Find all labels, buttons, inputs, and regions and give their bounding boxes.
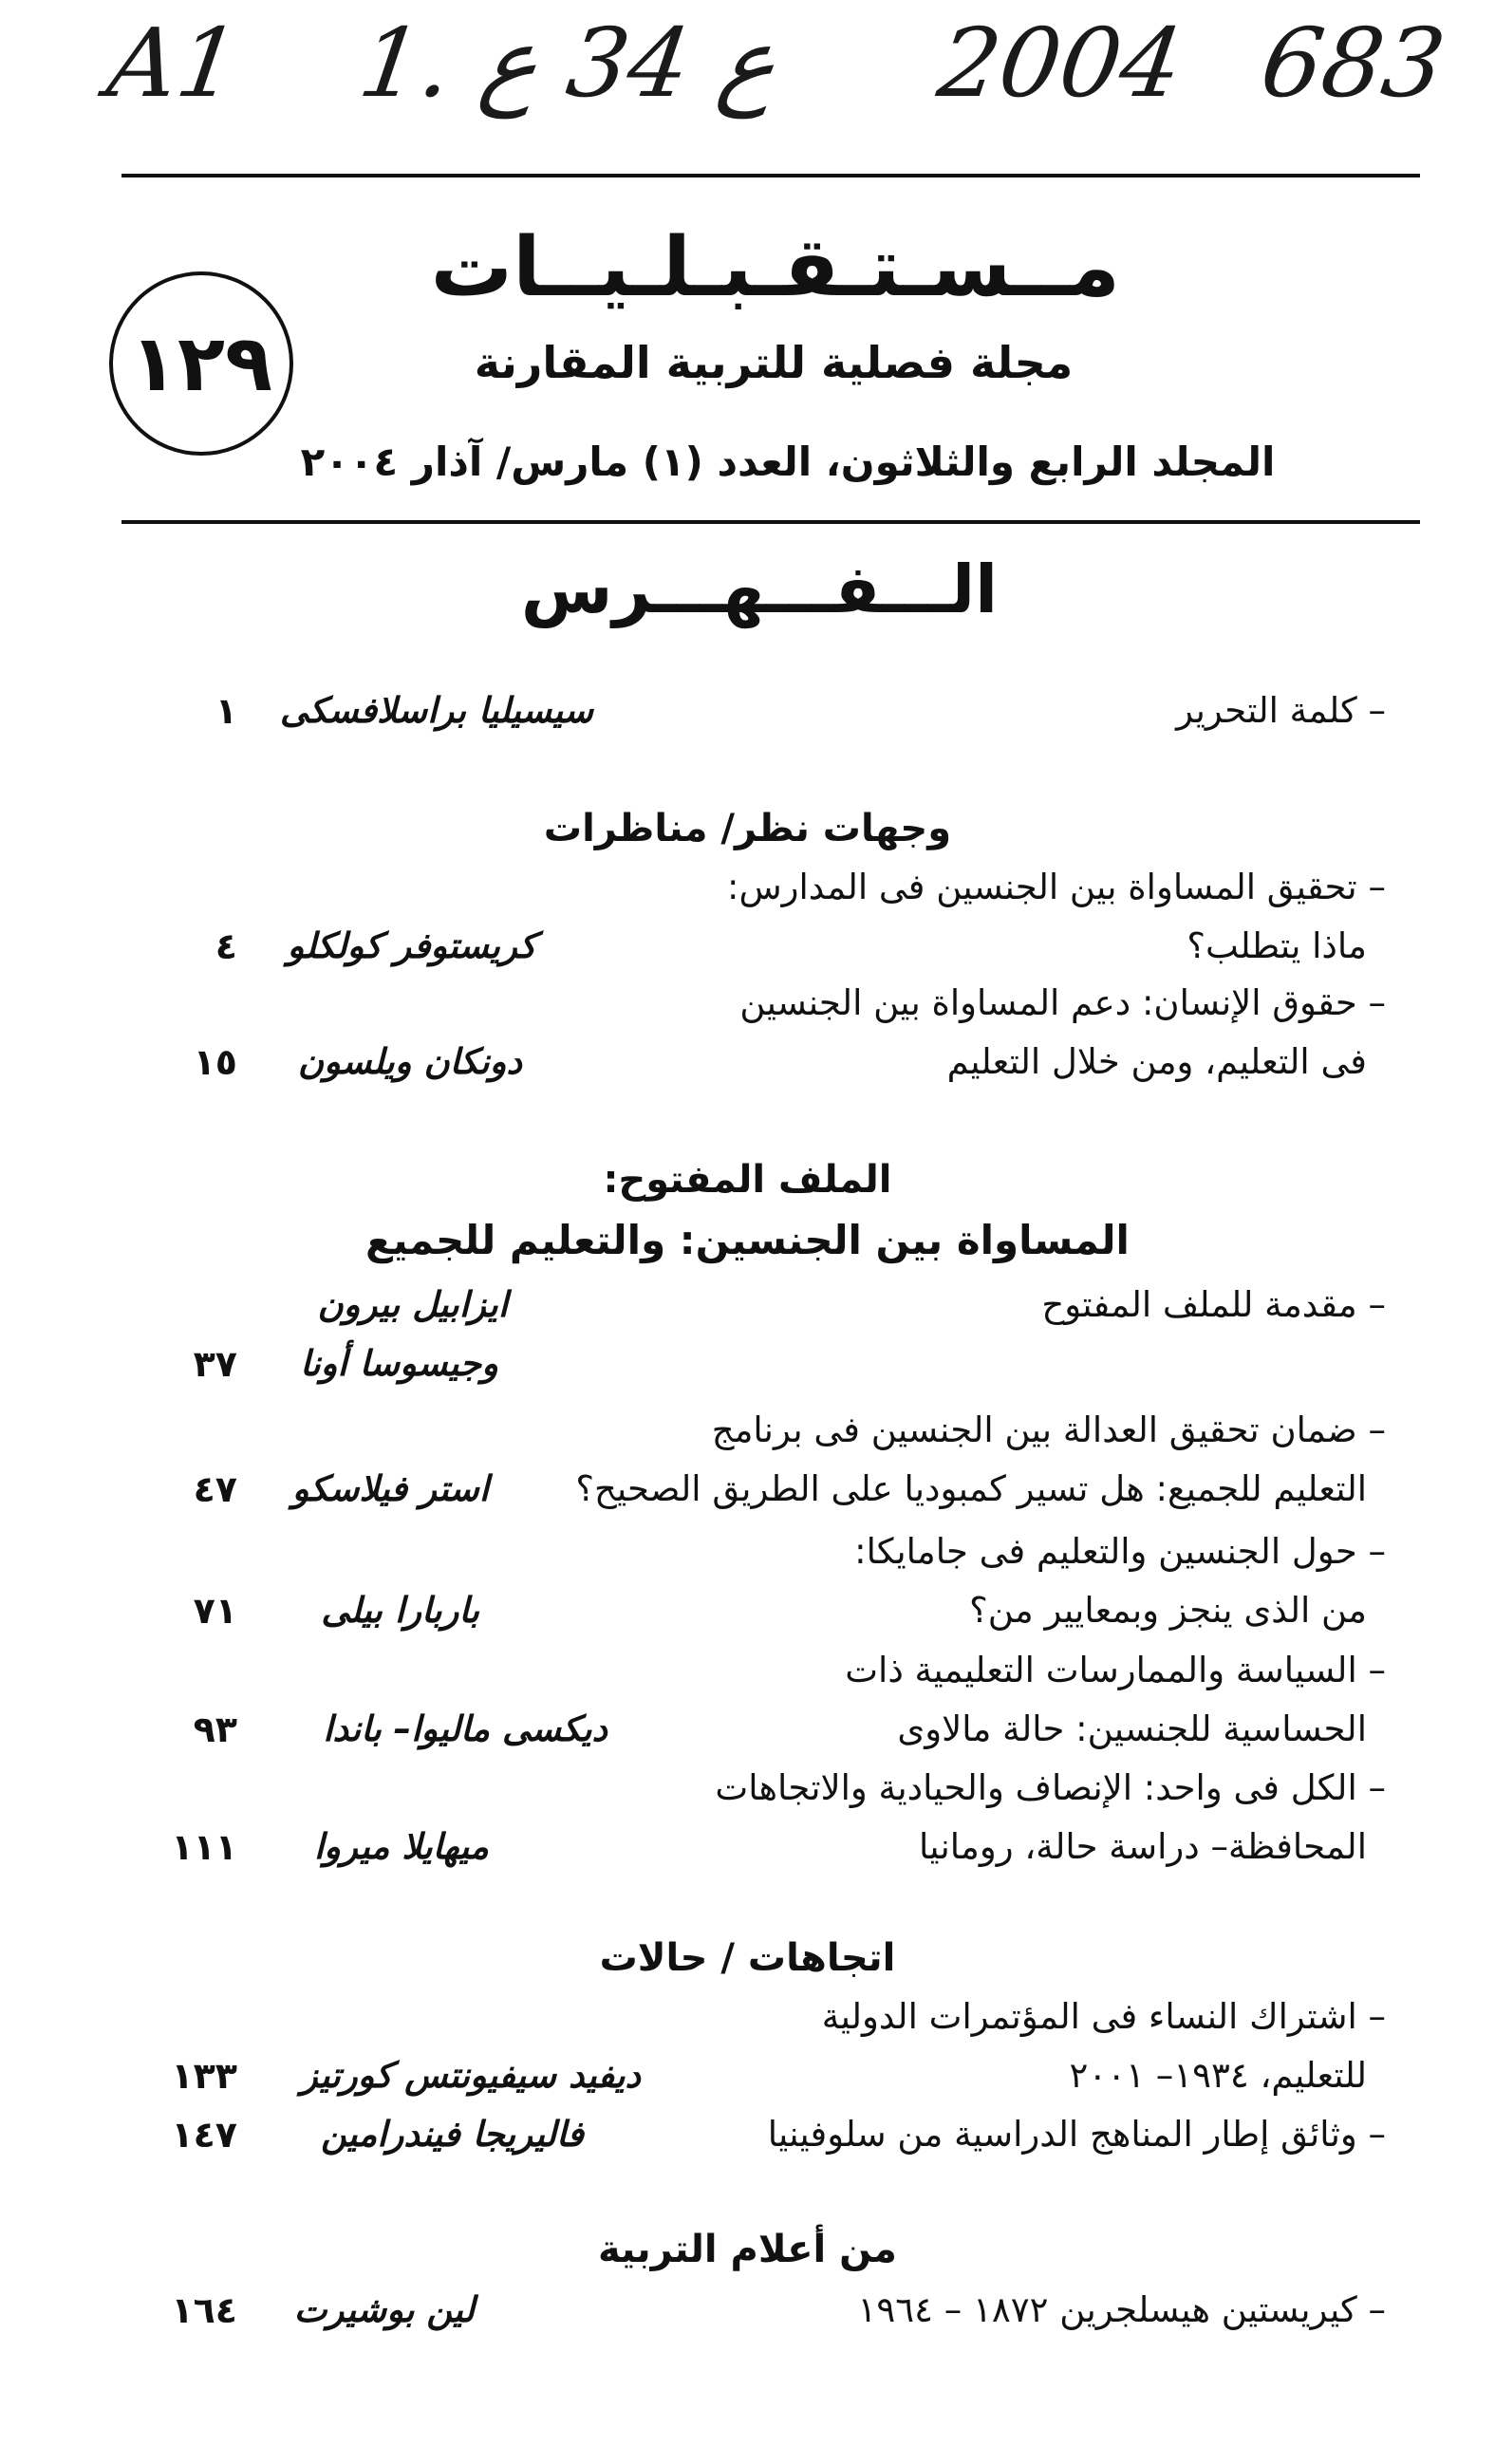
- toc-author: ايزابيل بيرون: [317, 1284, 508, 1325]
- top-rule: [121, 174, 1420, 177]
- section-heading-open-file: الملف المفتوح:: [603, 1158, 892, 1202]
- journal-subtitle: مجلة فصلية للتربية المقارنة: [474, 337, 1074, 388]
- toc-author: باربارا بيلى: [321, 1590, 479, 1631]
- handwritten-volume-code: 1. ع 34 ع: [352, 8, 784, 119]
- toc-line: – اشتراك النساء فى المؤتمرات الدولية: [821, 1996, 1386, 2037]
- volume-line: المجلد الرابع والثلاثون، العدد (١) مارس/ آذار ٢٠٠٤: [300, 439, 1276, 485]
- toc-author: استر فيلاسكو: [291, 1468, 489, 1509]
- handwritten-year: 2004: [931, 8, 1189, 119]
- index-title: الـــفـــهـــرس: [520, 551, 999, 628]
- handwritten-a1: A1: [101, 8, 247, 119]
- toc-page: ٧١: [193, 1590, 237, 1632]
- toc-line: من الذى ينجز وبمعايير من؟: [969, 1590, 1367, 1631]
- toc-author: سيسيليا براسلافسكى: [280, 690, 593, 731]
- toc-author: كريستوفر كولكلو: [287, 925, 536, 966]
- toc-author: لين بوشيرت: [293, 2289, 475, 2330]
- toc-line: – حول الجنسين والتعليم فى جامايكا:: [854, 1531, 1386, 1572]
- toc-line: التعليم للجميع: هل تسير كمبوديا على الطريق الصحيح؟: [575, 1468, 1367, 1509]
- section-heading-trends: اتجاهات / حالات: [599, 1936, 896, 1980]
- toc-line: فى التعليم، ومن خلال التعليم: [946, 1041, 1367, 1082]
- toc-page: ١٣٣: [171, 2055, 237, 2097]
- toc-author: دونكان ويلسون: [297, 1041, 522, 1082]
- toc-line: – السياسة والممارسات التعليمية ذات: [845, 1650, 1386, 1690]
- toc-page: ١١١: [171, 1826, 237, 1868]
- handwritten-number: 683: [1254, 8, 1452, 119]
- toc-page: ١٦٤: [171, 2289, 237, 2331]
- toc-entry-editorial: – كلمة التحرير: [1176, 690, 1386, 731]
- toc-page: ٣٧: [193, 1343, 237, 1385]
- toc-line: للتعليم، ١٩٣٤– ٢٠٠١: [1069, 2055, 1367, 2096]
- toc-line: – مقدمة للملف المفتوح: [1041, 1284, 1386, 1325]
- section-heading-pioneers: من أعلام التربية: [598, 2228, 897, 2271]
- toc-author: ميهايلا ميروا: [313, 1826, 489, 1867]
- toc-line: الحساسية للجنسين: حالة مالاوى: [897, 1708, 1367, 1749]
- toc-line: – الكل فى واحد: الإنصاف والحيادية والاتجاهات: [715, 1767, 1386, 1808]
- toc-line: – كيريستين هيسلجرين ١٨٧٢ – ١٩٦٤: [857, 2289, 1386, 2330]
- toc-page: ١٥: [193, 1041, 237, 1083]
- section-heading-perspectives: وجهات نظر/ مناظرات: [543, 807, 952, 850]
- toc-page: ٩٣: [193, 1708, 237, 1750]
- toc-line: – ضمان تحقيق العدالة بين الجنسين فى برنامج: [711, 1409, 1386, 1450]
- issue-number-stamp: ١٢٩: [109, 271, 293, 456]
- toc-line: المحافظة– دراسة حالة، رومانيا: [919, 1826, 1367, 1867]
- toc-author: ديكسى ماليوا– باندا: [323, 1708, 607, 1749]
- toc-line: ماذا يتطلب؟: [1187, 925, 1367, 966]
- toc-author: فاليريجا فيندرامين: [321, 2114, 584, 2155]
- journal-title: مــسـتـقـبـلـيــات: [430, 220, 1120, 315]
- toc-line: – وثائق إطار المناهج الدراسية من سلوفينيا: [767, 2114, 1386, 2155]
- toc-author: ديفيد سيفيونتس كورتيز: [300, 2055, 641, 2096]
- toc-line: – تحقيق المساواة بين الجنسين فى المدارس:: [727, 867, 1386, 907]
- section-title-open-file: المساواة بين الجنسين: والتعليم للجميع: [365, 1217, 1130, 1263]
- header-rule: [121, 520, 1420, 524]
- toc-author: وجيسوسا أونا: [300, 1343, 498, 1384]
- toc-page: ٤٧: [193, 1468, 237, 1510]
- toc-line: – حقوق الإنسان: دعم المساواة بين الجنسين: [739, 982, 1386, 1023]
- toc-page: ١: [215, 690, 237, 732]
- toc-page: ١٤٧: [171, 2114, 237, 2156]
- toc-page: ٤: [215, 925, 237, 967]
